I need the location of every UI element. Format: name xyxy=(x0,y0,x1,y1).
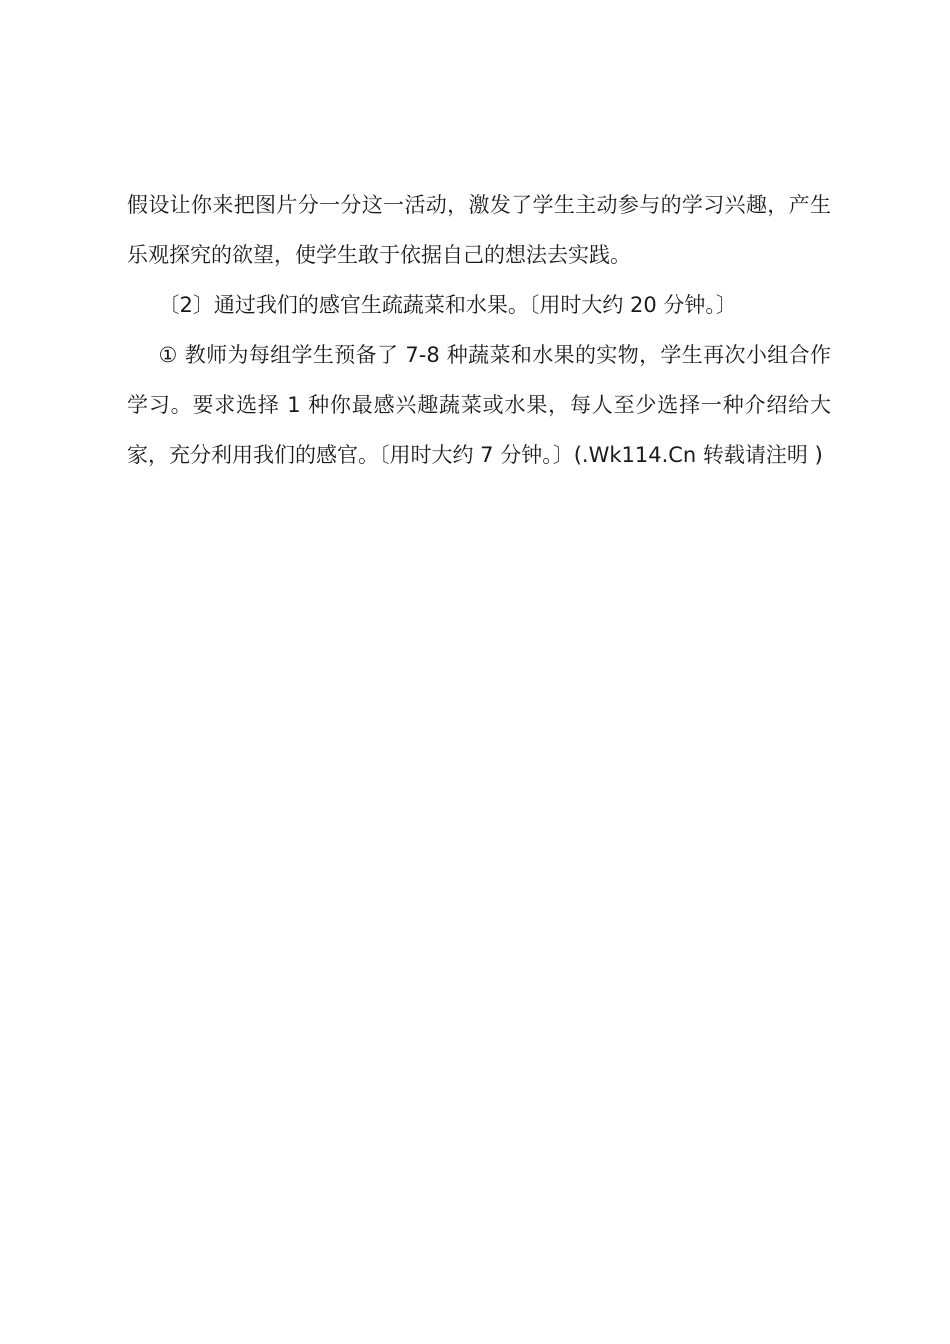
document-body xyxy=(127,180,831,480)
paragraph-step-1: ① 教师为每组学生预备了 7-8 种蔬菜和水果的实物，学生再次小组合作学习。要求选择 1 种你最感兴趣蔬菜或水果，每人至少选择一种介绍给大家，充分利用我们的感官。〔用时大约 7 分钟。〕(.Wk114.Cn 转载请注明 ) xyxy=(127,343,831,467)
paragraph-continuation: 假设让你来把图片分一分这一活动，激发了学生主动参与的学习兴趣，产生乐观探究的欲望，使学生敢于依据自己的想法去实践。 xyxy=(127,193,831,267)
paragraph-section-2: 〔2〕通过我们的感官生疏蔬菜和水果。〔用时大约 20 分钟。〕 xyxy=(158,293,737,317)
